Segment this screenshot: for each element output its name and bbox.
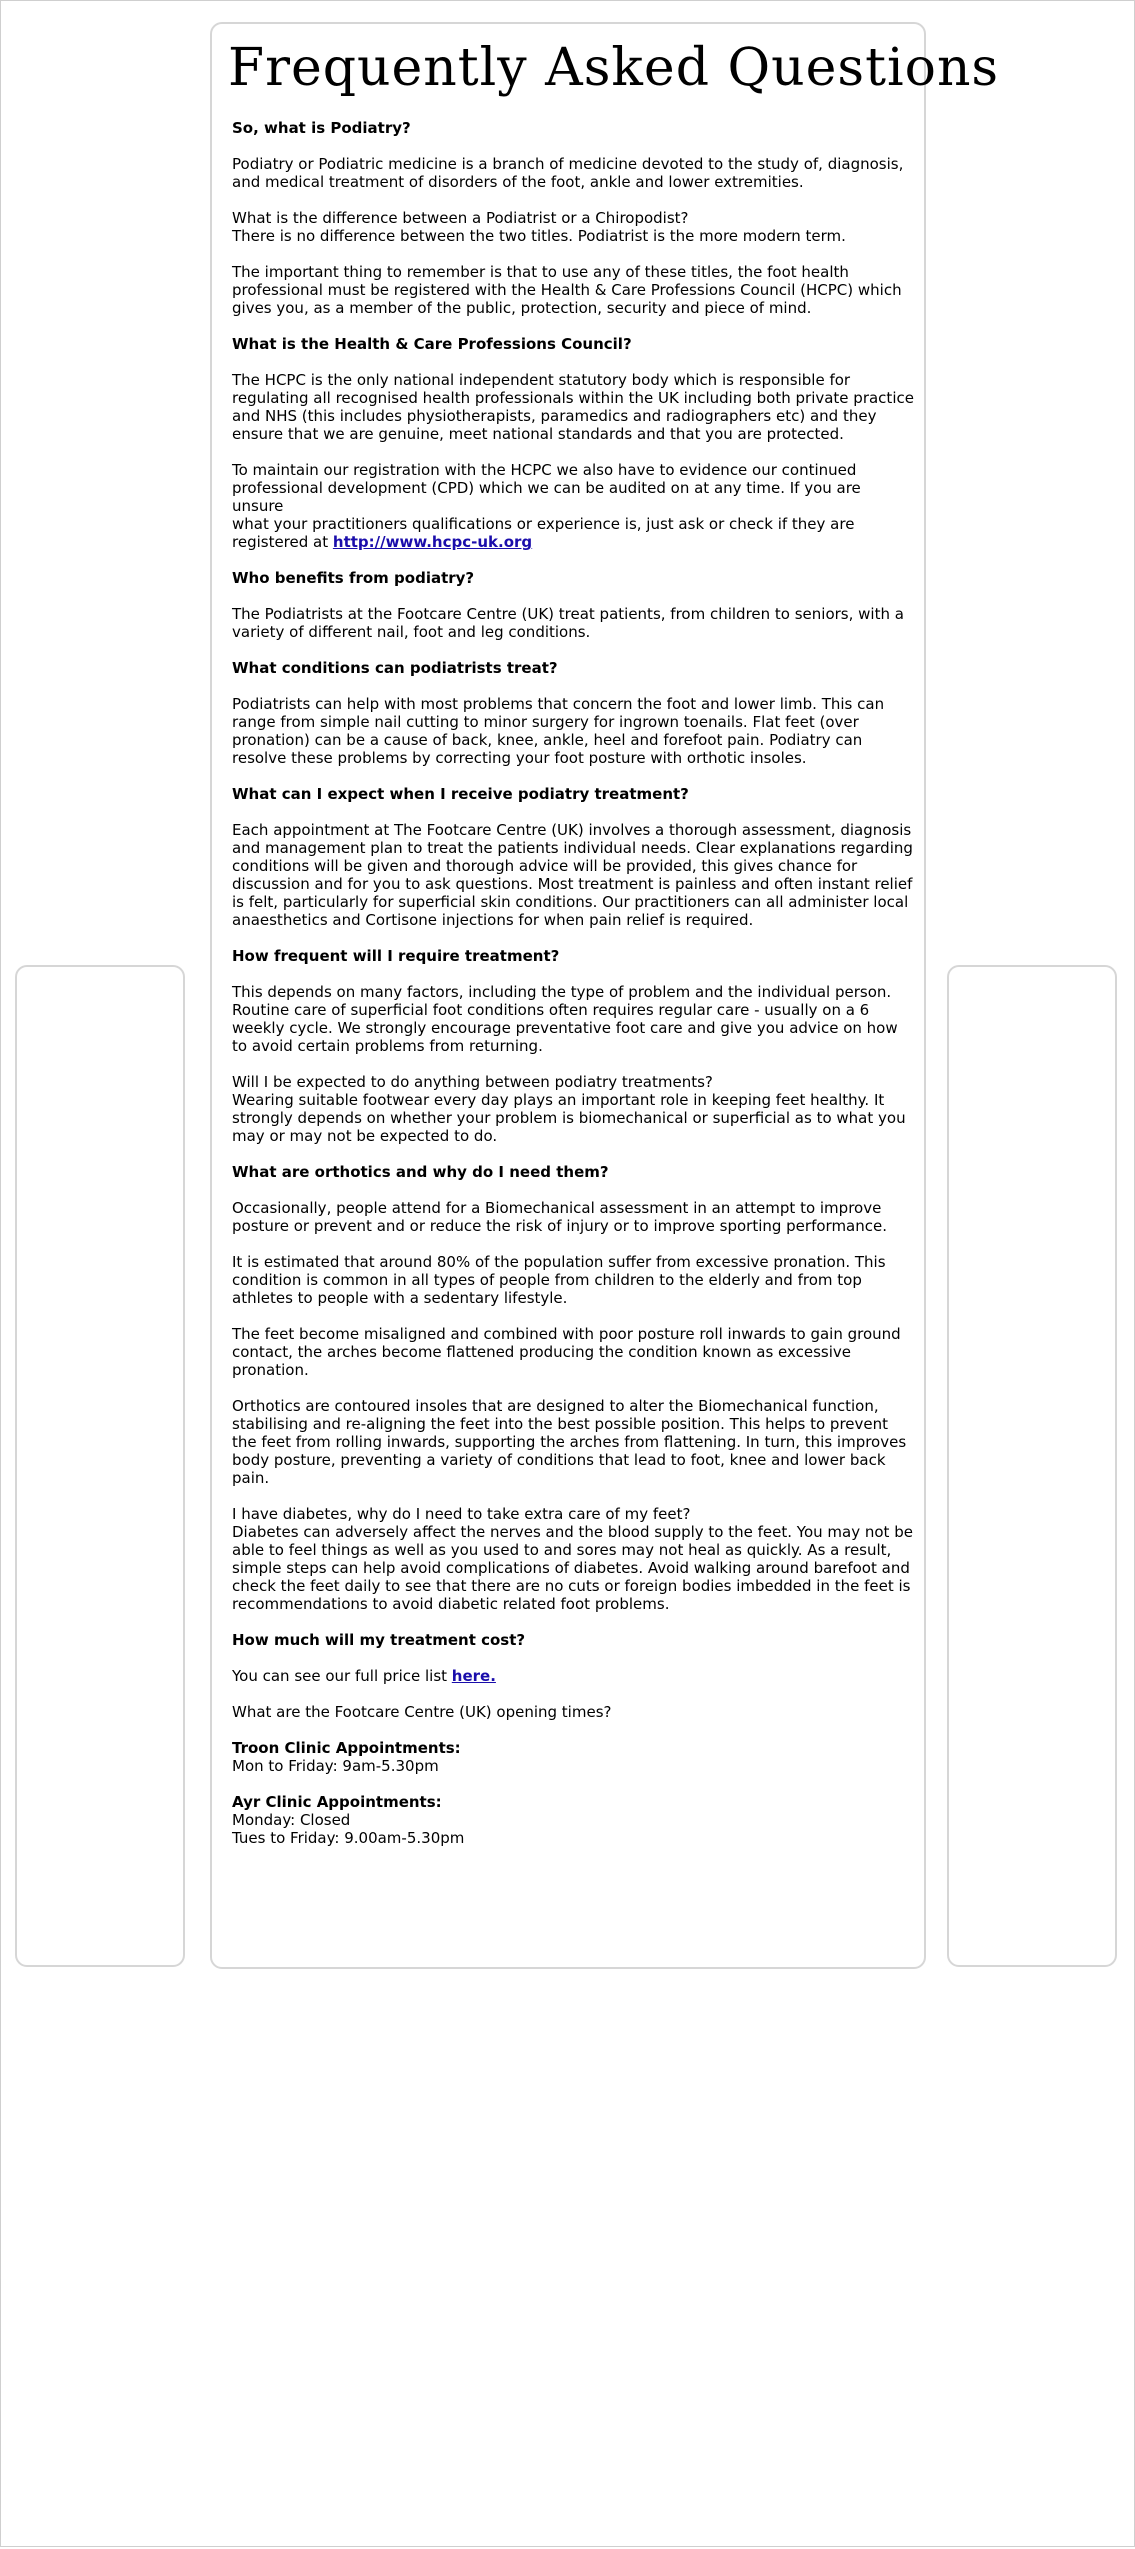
ayr-tues-fri: Tues to Friday: 9.00am-5.30pm <box>232 1829 465 1847</box>
ayr-heading: Ayr Clinic Appointments: <box>232 1793 442 1811</box>
cost-block <box>232 1667 914 1685</box>
answer-what-is-podiatry: Podiatry or Podiatric medicine is a branch of medicine devoted to the study of, diagnosis, and medical treatment of disorders of the foot, ankle and lower extremities. <box>232 155 904 191</box>
question-difference: What is the difference between a Podiatrist or a Chiropodist? <box>232 209 689 227</box>
question-hcpc: What is the Health & Care Professions Council? <box>232 335 632 353</box>
faq-content <box>232 119 914 1865</box>
question-diabetes: I have diabetes, why do I need to take extra care of my feet? <box>232 1505 691 1523</box>
answer-difference: There is no difference between the two titles. Podiatrist is the more modern term. <box>232 227 846 245</box>
faq-panel <box>210 22 1000 1969</box>
troon-hours: Mon to Friday: 9am-5.30pm <box>232 1757 439 1775</box>
answer-expect: Each appointment at The Footcare Centre (UK) involves a thorough assessment, diagnosis and management plan to treat the patients individual needs. Clear explanations regarding conditions will be given and thorough advice will be provided, this gives chance for discussion and for you to ask questions. Most treatment is painless and often instant relief is felt, particularly for superficial skin conditions. Our practitioners can all administer local anaesthetics and Cortisone injections for when pain relief is required. <box>232 821 913 929</box>
question-expect: What can I expect when I receive podiatry treatment? <box>232 785 689 803</box>
question-benefits: Who benefits from podiatry? <box>232 569 475 587</box>
answer-conditions: Podiatrists can help with most problems that concern the foot and lower limb. This can range from simple nail cutting to minor surgery for ingrown toenails. Flat feet (over pronation) can be a cause of back, knee, ankle, heel and forefoot pain. Podiatry can resolve these problems by correcting your foot posture with orthotic insoles. <box>232 695 885 767</box>
hcpc-link[interactable]: http://www.hcpc-uk.org <box>332 533 533 551</box>
question-cost: How much will my treatment cost? <box>232 1631 526 1649</box>
ayr-block <box>232 1793 914 1847</box>
question-opening-times: What are the Footcare Centre (UK) opening times? <box>232 1703 612 1721</box>
answer-orthotics-3: The feet become misaligned and combined with poor posture roll inwards to gain ground contact, the arches become flattened producing the condition known as excessive pronation. <box>232 1325 901 1379</box>
answer-orthotics-4: Orthotics are contoured insoles that are designed to alter the Biomechanical function, stabilising and re-aligning the feet into the best possible position. This helps to prevent the feet from rolling inwards, supporting the arches from flattening. In turn, this improves body posture, preventing a variety of conditions that lead to foot, knee and lower back pain. <box>232 1397 907 1487</box>
answer-between: Wearing suitable footwear every day plays an important role in keeping feet healthy. It strongly depends on whether your problem is biomechanical or superficial as to what you may or may not be expected to do. <box>232 1091 906 1145</box>
answer-important: The important thing to remember is that to use any of these titles, the foot health professional must be registered with the Health & Care Professions Council (HCPC) which gives you, as a member of the public, protection, security and piece of mind. <box>232 263 902 317</box>
answer-registration-2: what your practitioners qualifications or experience is, just ask or check if they are registered at <box>232 515 855 551</box>
troon-heading: Troon Clinic Appointments: <box>232 1739 461 1757</box>
answer-registration-1: To maintain our registration with the HCPC we also have to evidence our continued professional development (CPD) which we can be audited on at any time. If you are unsure <box>232 461 861 515</box>
question-conditions: What conditions can podiatrists treat? <box>232 659 558 677</box>
ayr-monday: Monday: Closed <box>232 1811 351 1829</box>
between-treatments-block <box>232 1073 914 1145</box>
answer-diabetes: Diabetes can adversely affect the nerves and the blood supply to the feet. You may not be able to feel things as well as you used to and sores may not heal as quickly. As a result, simple steps can help avoid complications of diabetes. Avoid walking around barefoot and check the feet daily to see that there are no cuts or foreign bodies imbedded in the feet is recommendations to avoid diabetic related foot problems. <box>232 1523 913 1613</box>
diabetes-block <box>232 1505 914 1613</box>
registration-block <box>232 461 914 551</box>
answer-orthotics-1: Occasionally, people attend for a Biomechanical assessment in an attempt to improve posture or prevent and or reduce the risk of injury or to improve sporting performance. <box>232 1199 887 1235</box>
answer-hcpc: The HCPC is the only national independent statutory body which is responsible for regulating all recognised health professionals within the UK including both private practice and NHS (this includes physiotherapists, paramedics and radiographers etc) and they ensure that we are genuine, meet national standards and that you are protected. <box>232 371 914 443</box>
answer-orthotics-2: It is estimated that around 80% of the population suffer from excessive pronation. This condition is common in all types of people from children to the elderly and from top athletes to people with a sedentary lifestyle. <box>232 1253 886 1307</box>
question-orthotics: What are orthotics and why do I need them? <box>232 1163 609 1181</box>
answer-frequent: This depends on many factors, including the type of problem and the individual person. Routine care of superficial foot conditions often requires regular care - usually on a 6 weekly cycle. We strongly encourage preventative foot care and give you advice on how to avoid certain problems from returning. <box>232 983 898 1055</box>
answer-benefits: The Podiatrists at the Footcare Centre (UK) treat patients, from children to seniors, with a variety of different nail, foot and leg conditions. <box>232 605 904 641</box>
price-list-link[interactable]: here. <box>451 1667 496 1685</box>
faq-difference-block <box>232 209 914 245</box>
question-between: Will I be expected to do anything between podiatry treatments? <box>232 1073 713 1091</box>
page-title: Frequently Asked Questions <box>228 38 1000 98</box>
left-side-panel <box>15 965 185 1967</box>
question-frequent: How frequent will I require treatment? <box>232 947 560 965</box>
question-what-is-podiatry: So, what is Podiatry? <box>232 119 411 137</box>
right-side-panel <box>947 965 1117 1967</box>
troon-block <box>232 1739 914 1775</box>
answer-cost: You can see our full price list <box>232 1667 452 1685</box>
